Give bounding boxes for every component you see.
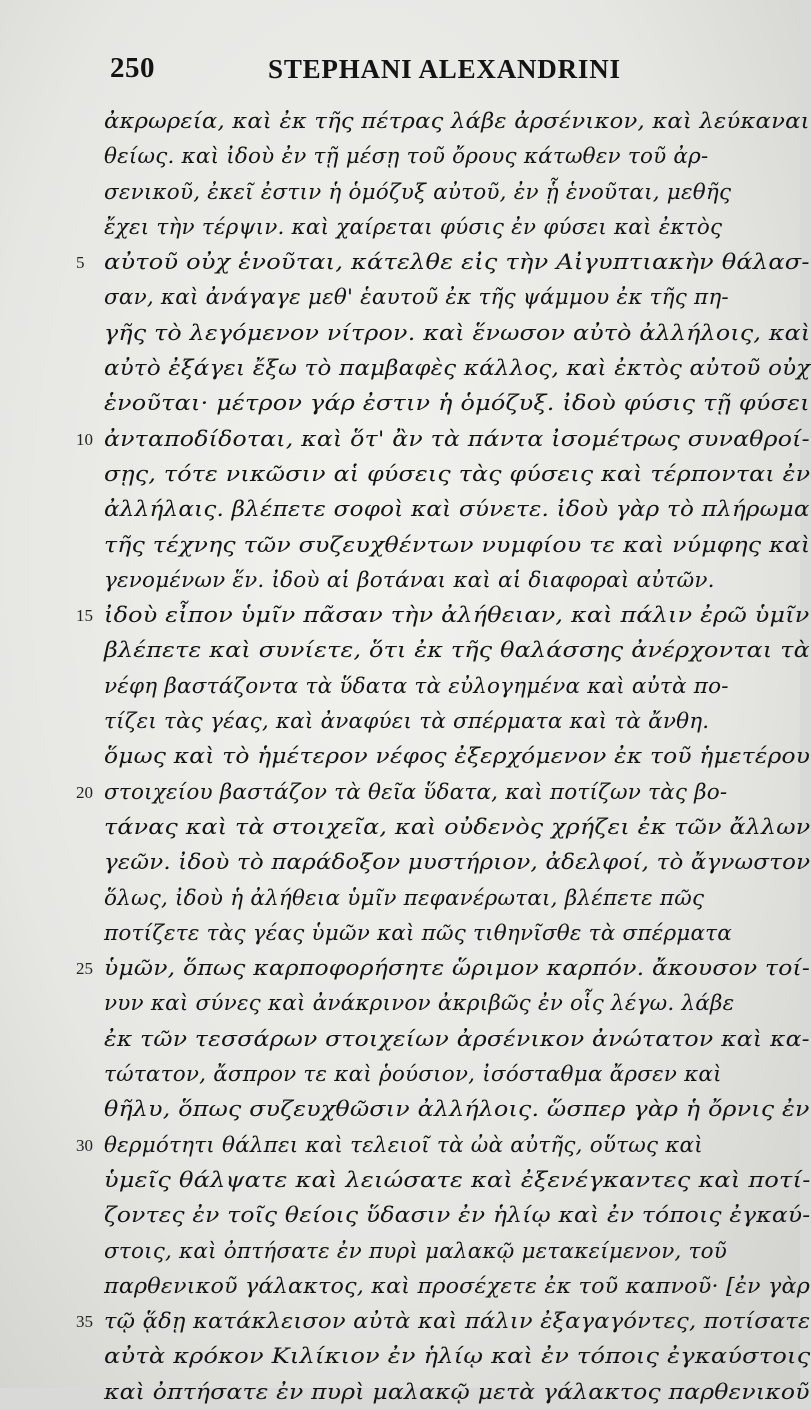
text-line <box>66 704 778 739</box>
line-text: ἔχει τὴν τέρψιν. καὶ χαίρεται φύσις ἐν φύσει καὶ ἐκτὸς <box>104 214 723 240</box>
text-line <box>66 1375 810 1410</box>
line-text: θῆλυ, ὅπως συζευχθῶσιν ἀλλήλοις. ὥσπερ γὰρ ἡ ὄρνις ἐν <box>104 1097 810 1123</box>
text-line <box>66 457 811 492</box>
line-text: γενομένων ἕν. ἰδοὺ αἱ βοτάναι καὶ αἱ διαφοραὶ αὐτῶν. <box>104 567 715 593</box>
text-line <box>66 139 778 174</box>
text-line <box>66 563 778 598</box>
line-text: τῷ ᾅδῃ κατάκλεισον αὐτὰ καὶ πάλιν ἐξαγαγόντες, ποτίσατε <box>104 1309 811 1335</box>
line-text: ζοντες ἐν τοῖς θείοις ὕδασιν ἐν ἡλίῳ καὶ ἐν τόποις ἐγκαύ- <box>104 1203 811 1229</box>
text-line <box>66 1128 778 1163</box>
text-line <box>66 351 811 386</box>
line-text: ποτίζετε τὰς γέας ὑμῶν καὶ πῶς τιθηνῖσθε τὰ σπέρματα <box>104 920 732 946</box>
line-text: ὅλως, ἰδοὺ ἡ ἀλήθεια ὑμῖν πεφανέρωται, βλέπετε πῶς <box>104 885 705 911</box>
line-number: 20 <box>76 782 93 802</box>
text-line <box>66 739 811 774</box>
line-text: τῆς τέχνης τῶν συζευχθέντων νυμφίου τε καὶ νύμφης καὶ <box>104 532 811 558</box>
line-text: ὅμως καὶ τὸ ἡμέτερον νέφος ἐξερχόμενον ἐκ τοῦ ἡμετέρου <box>104 744 811 770</box>
text-line <box>66 386 810 421</box>
line-text: ἀλλήλαις. βλέπετε σοφοὶ καὶ σύνετε. ἰδοὺ γὰρ τὸ πλήρωμα <box>104 497 810 523</box>
line-number: 15 <box>76 606 93 626</box>
text-line <box>66 492 810 527</box>
line-text: ὑμῶν, ὅπως καρποφορήσητε ὥριμον καρπόν. ἄκουσον τοί- <box>104 956 811 982</box>
text-line <box>66 1269 811 1304</box>
line-text: αὐτὸ ἐξάγει ἔξω τὸ παμβαφὲς κάλλος, καὶ ἐκτὸς αὐτοῦ οὐχ <box>104 356 811 382</box>
text-line <box>66 104 810 139</box>
line-text: στοιχείου βαστάζον τὰ θεῖα ὕδατα, καὶ ποτίζων τὰς βο- <box>104 779 728 805</box>
line-text: τώτατον, ἄσπρον τε καὶ ῥούσιον, ἰσόσταθμα ἄρσεν καὶ <box>104 1062 722 1088</box>
line-text: αὐτὰ κρόκον Κιλίκιον ἐν ἡλίῳ καὶ ἐν τόποις ἐγκαύστοις <box>104 1344 811 1370</box>
line-text: ὑμεῖς θάλψατε καὶ λειώσατε καὶ ἐξενέγκαντες καὶ ποτί- <box>104 1167 811 1193</box>
text-line <box>66 633 810 668</box>
text-line <box>66 210 778 245</box>
line-text: νυν καὶ σύνες καὶ ἀνάκρινον ἀκριβῶς ἐν οἷς λέγω. λάβε <box>104 991 735 1017</box>
line-text: ἰδοὺ εἶπον ὑμῖν πᾶσαν τὴν ἀλήθειαν, καὶ πάλιν ἐρῶ ὑμῖν <box>104 603 810 629</box>
line-text: θερμότητι θάλπει καὶ τελειοῖ τὰ ὠὰ αὐτῆς, οὕτως καὶ <box>104 1132 703 1158</box>
line-text: σῃς, τότε νικῶσιν αἱ φύσεις τὰς φύσεις καὶ τέρπονται ἐν <box>104 461 811 487</box>
text-line <box>66 316 811 351</box>
text-line <box>66 986 778 1021</box>
text-line <box>66 1092 810 1127</box>
line-number: 10 <box>76 429 93 449</box>
text-line <box>66 916 778 951</box>
line-text: ἐκ τῶν τεσσάρων στοιχείων ἀρσένικον ἀνώτατον καὶ κα- <box>104 1026 810 1052</box>
line-text: ἀκρωρεία, καὶ ἐκ τῆς πέτρας λάβε ἀρσένικον, καὶ λεύκαναι <box>104 109 810 134</box>
line-number: 25 <box>76 959 93 979</box>
text-line <box>66 1163 811 1198</box>
line-text: τίζει τὰς γέας, καὶ ἀναφύει τὰ σπέρματα καὶ τὰ ἄνθη. <box>104 709 710 735</box>
text-line <box>66 1339 811 1374</box>
text-line <box>66 245 810 280</box>
page-number: 250 <box>110 52 155 84</box>
line-text: γεῶν. ἰδοὺ τὸ παράδοξον μυστήριον, ἀδελφοί, τὸ ἄγνωστον <box>104 850 811 876</box>
line-number: 30 <box>76 1135 93 1155</box>
line-text: βλέπετε καὶ συνίετε, ὅτι ἐκ τῆς θαλάσσης ἀνέρχονται τὰ <box>104 638 810 664</box>
text-line <box>66 598 810 633</box>
line-text: ἀνταποδίδοται, καὶ ὅτ' ἂν τὰ πάντα ἰσομέτρως συναθροί- <box>104 426 810 452</box>
line-text: σαν, καὶ ἀνάγαγε μεθ' ἑαυτοῦ ἐκ τῆς ψάμμου ἐκ τῆς πη- <box>104 285 729 311</box>
line-number: 5 <box>76 253 85 273</box>
text-line <box>66 1057 778 1092</box>
text-line <box>66 951 811 986</box>
text-line <box>66 669 778 704</box>
line-text: τάνας καὶ τὰ στοιχεῖα, καὶ οὐδενὸς χρήζει ἐκ τῶν ἄλλων <box>104 814 811 840</box>
text-line <box>66 1304 811 1339</box>
text-line <box>66 280 778 315</box>
page-header <box>110 52 750 92</box>
line-text: θείως. καὶ ἰδοὺ ἐν τῇ μέσῃ τοῦ ὄρους κάτωθεν τοῦ ἀρ- <box>104 144 709 170</box>
greek-text-body <box>66 104 811 1410</box>
text-line <box>66 810 811 845</box>
text-line <box>66 528 811 563</box>
text-line <box>66 1198 811 1233</box>
line-text: σενικοῦ, ἐκεῖ ἐστιν ἡ ὁμόζυξ αὐτοῦ, ἐν ᾗ ἑνοῦται, μεθῆς <box>104 179 732 205</box>
line-text: καὶ ὀπτήσατε ἐν πυρὶ μαλακῷ μετὰ γάλακτος παρθενικοῦ <box>104 1379 810 1405</box>
line-text: στοις, καὶ ὀπτήσατε ἐν πυρὶ μαλακῷ μετακείμενον, τοῦ <box>104 1238 728 1264</box>
text-line <box>66 1234 778 1269</box>
line-number: 35 <box>76 1312 93 1332</box>
text-line <box>66 1022 810 1057</box>
text-line <box>66 775 778 810</box>
text-line <box>66 422 810 457</box>
running-title: STEPHANI ALEXANDRINI <box>268 54 621 84</box>
line-text: γῆς τὸ λεγόμενον νίτρον. καὶ ἕνωσον αὐτὸ ἀλλήλοις, καὶ <box>104 320 811 346</box>
text-line <box>66 881 778 916</box>
line-text: ἑνοῦται· μέτρον γάρ ἐστιν ἡ ὁμόζυξ. ἰδοὺ φύσις τῇ φύσει <box>104 391 810 417</box>
text-line <box>66 175 778 210</box>
line-text: νέφη βαστάζοντα τὰ ὕδατα τὰ εὐλογημένα καὶ αὐτὰ πο- <box>104 673 729 699</box>
line-text: αὐτοῦ οὐχ ἑνοῦται, κάτελθε εἰς τὴν Αἰγυπτιακὴν θάλασ- <box>104 250 810 276</box>
line-text: παρθενικοῦ γάλακτος, καὶ προσέχετε ἐκ τοῦ καπνοῦ· [ἐν γὰρ <box>104 1273 811 1299</box>
text-line <box>66 845 811 880</box>
